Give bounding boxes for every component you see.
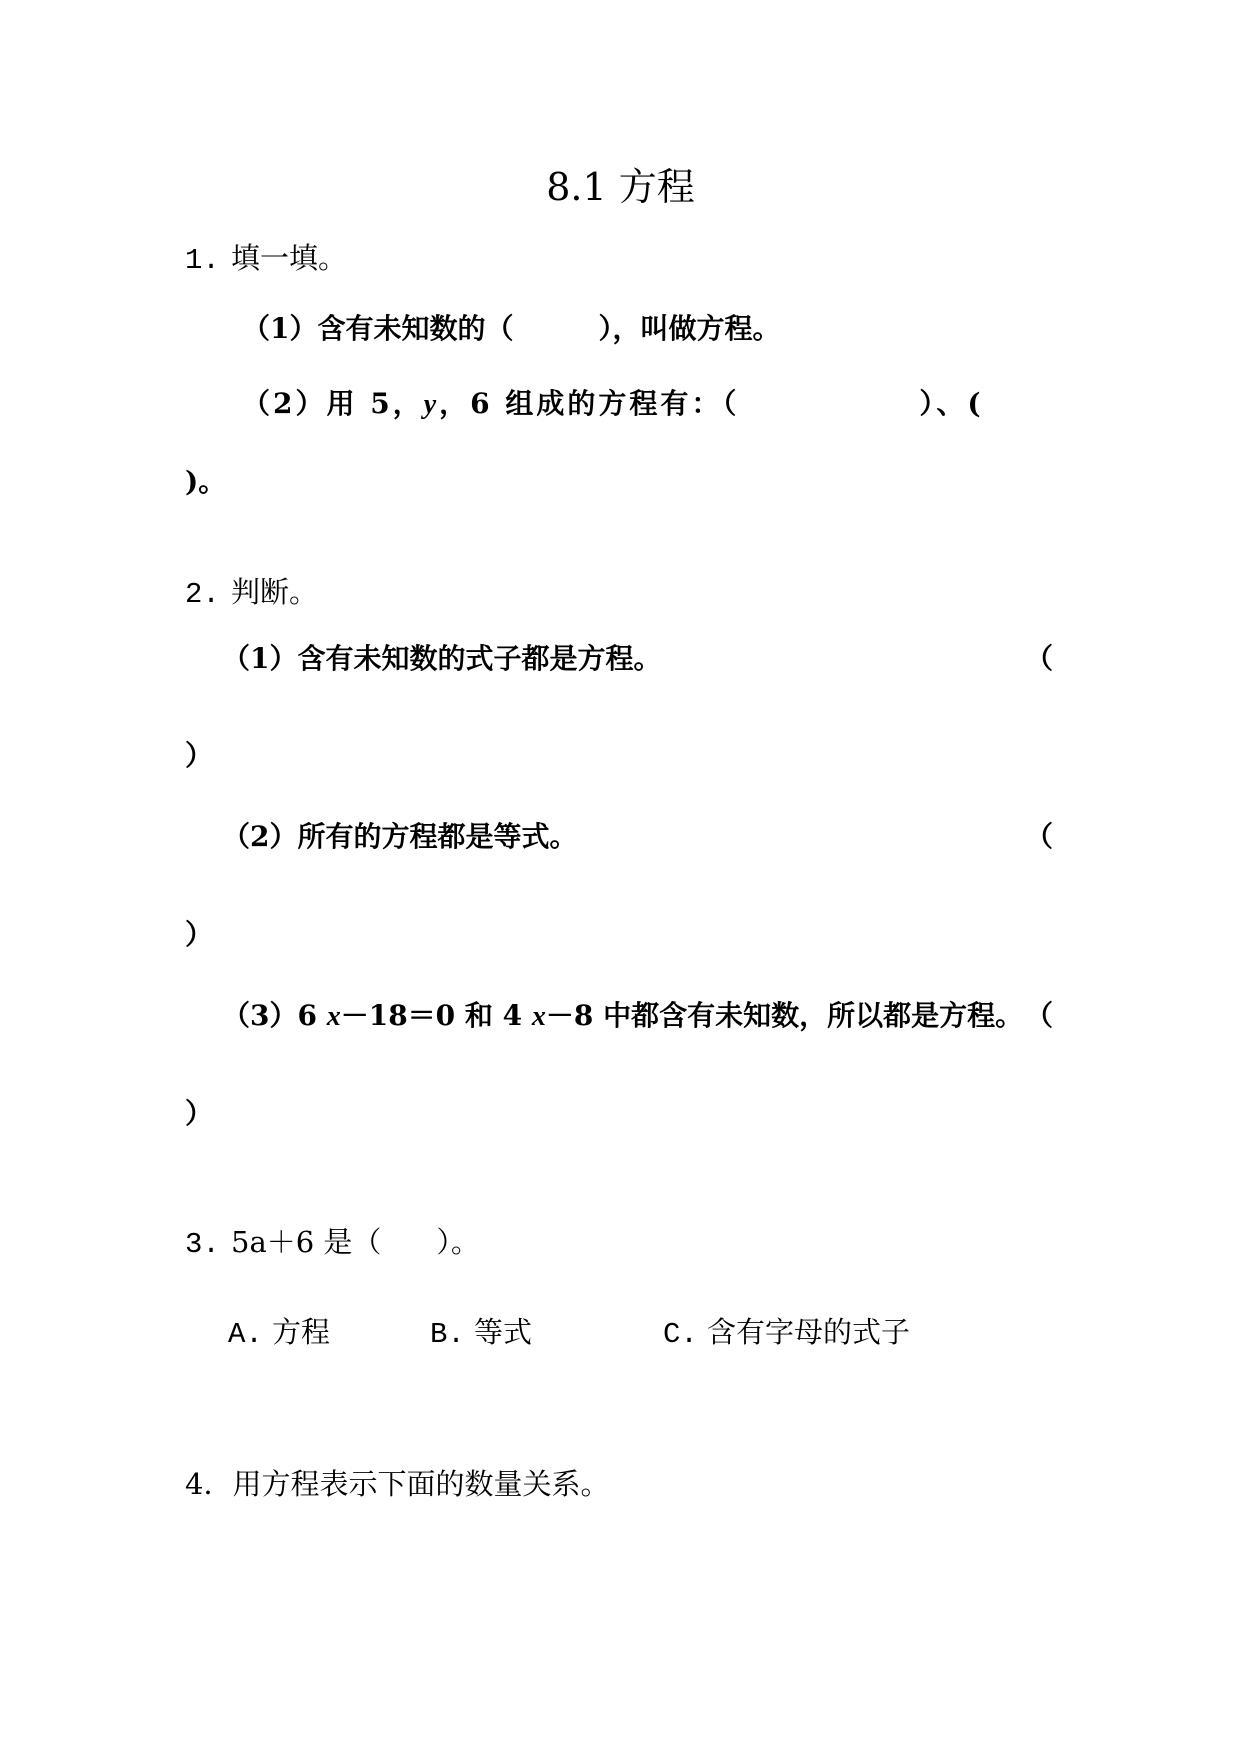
option-text: 等式	[474, 1315, 533, 1349]
option-text: 方程	[272, 1315, 331, 1349]
q2-item-3-part-c: －8 中都含有未知数，所以都是方程。	[545, 999, 1024, 1032]
variable-y: y	[423, 389, 440, 420]
variable-x: x	[326, 1001, 341, 1032]
q3-option-c[interactable]	[663, 1310, 910, 1351]
q2-item-3-part-b: －18＝0 和 4	[340, 999, 532, 1032]
option-letter: A.	[228, 1318, 263, 1351]
q2-item-2-open-paren: （	[1025, 820, 1054, 853]
question-text: 填一填。	[231, 241, 348, 275]
q1-item-2-prefix: （2）用 5，	[242, 387, 424, 420]
question-number: 2.	[185, 578, 220, 611]
question-text-before: 5a＋6 是（	[231, 1225, 382, 1259]
question-number: 3.	[185, 1228, 220, 1261]
q2-item-3-open-paren: （	[1025, 999, 1054, 1032]
question-2-heading	[185, 575, 319, 611]
q1-item-1-text-after: ），叫做方程。	[598, 312, 781, 345]
q1-item-2-suffix: ，6 组成的方程有：（	[439, 387, 740, 420]
q3-option-a[interactable]	[228, 1310, 330, 1351]
page-title: 8.1 方程	[546, 165, 695, 209]
question-text: 判断。	[231, 575, 319, 609]
question-3-heading	[185, 1225, 480, 1261]
q1-item-2	[242, 387, 984, 420]
q1-item-2-mid: ）、(	[919, 387, 984, 420]
q2-item-3-close-paren: ）	[185, 1097, 214, 1130]
q2-item-3	[222, 999, 1024, 1032]
q2-item-2: （2）所有的方程都是等式。	[222, 820, 578, 853]
q1-item-2-continued: )。	[185, 465, 227, 498]
question-4-heading: 4．用方程表示下面的数量关系。	[185, 1467, 610, 1501]
q2-item-1-close-paren: ）	[185, 739, 214, 772]
q1-item-1-text-before: （1）含有未知数的（	[242, 312, 514, 345]
option-letter: B.	[430, 1318, 465, 1351]
q2-item-1: （1）含有未知数的式子都是方程。	[222, 642, 662, 675]
q2-item-2-close-paren: ）	[185, 918, 214, 951]
option-text: 含有字母的式子	[707, 1315, 911, 1349]
q2-item-1-open-paren: （	[1025, 642, 1054, 675]
q3-option-b[interactable]	[430, 1310, 532, 1351]
question-number: 1.	[185, 244, 220, 277]
q2-item-3-part-a: （3）6	[222, 999, 327, 1032]
question-1-heading	[185, 241, 348, 277]
option-letter: C.	[663, 1318, 698, 1351]
question-text-after: ）。	[436, 1225, 480, 1259]
variable-x: x	[531, 1001, 546, 1032]
q1-item-1	[242, 312, 781, 345]
